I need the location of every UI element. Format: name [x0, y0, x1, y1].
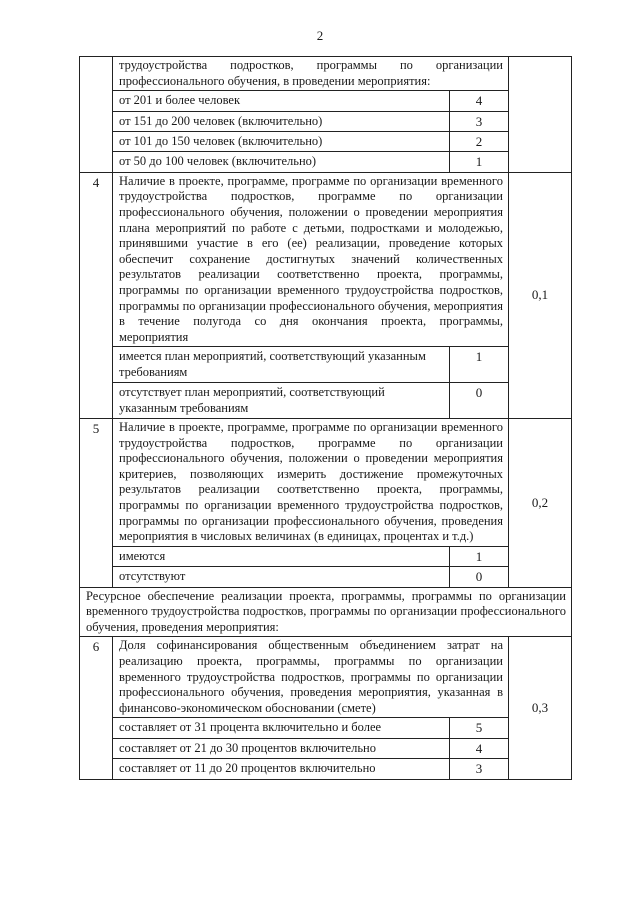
- criterion-row-4: [80, 173, 571, 419]
- criterion-number: [80, 57, 113, 172]
- option-score: 3: [475, 761, 483, 777]
- criterion-weight: 0,2: [531, 494, 549, 510]
- criterion-row-continued: [80, 57, 571, 173]
- option-text: составляет от 11 до 20 процентов включительно: [113, 759, 450, 778]
- option-row: [113, 383, 508, 418]
- page-number: 2: [316, 28, 324, 43]
- criterion-weight: 0,3: [531, 699, 549, 715]
- option-text: отсутствует план мероприятий, соответствующий указанным требованиям: [113, 383, 450, 418]
- criteria-table: [79, 56, 572, 780]
- criterion-number: 5: [80, 419, 113, 587]
- option-row: [113, 132, 508, 152]
- option-text: имеются: [113, 547, 450, 566]
- option-score: 4: [475, 93, 483, 109]
- criterion-row-6: [80, 637, 571, 779]
- option-text: от 50 до 100 человек (включительно): [113, 152, 450, 171]
- criterion-description: трудоустройства подростков, программы по организации профессионального обучения, в проведении мероприятия:: [113, 57, 508, 91]
- option-row: [113, 347, 508, 383]
- option-text: от 101 до 150 человек (включительно): [113, 132, 450, 151]
- criterion-number: 6: [80, 637, 113, 778]
- option-score: 1: [475, 349, 483, 365]
- option-score: 3: [475, 113, 483, 129]
- option-score: 0: [475, 385, 483, 401]
- option-row: [113, 759, 508, 778]
- option-row: [113, 547, 508, 567]
- criterion-row-5: [80, 419, 571, 588]
- criterion-weight: 0,1: [531, 287, 549, 303]
- option-score: 1: [475, 154, 483, 170]
- option-score: 0: [475, 569, 483, 585]
- option-text: составляет от 21 до 30 процентов включительно: [113, 739, 450, 758]
- option-row: [113, 718, 508, 738]
- option-row: [113, 91, 508, 111]
- option-row: [113, 112, 508, 132]
- criterion-weight: [509, 57, 571, 172]
- option-score: 1: [475, 548, 483, 564]
- section-heading: Ресурсное обеспечение реализации проекта, программы, программы по организации временного трудоустройства подростков, программы по организации профессионального обучения, проведения мероприятия:: [80, 588, 571, 638]
- criterion-body: [113, 173, 509, 418]
- option-row: [113, 152, 508, 171]
- criterion-description: Доля софинансирования общественным объединением затрат на реализацию проекта, программы, программы по организации временного трудоустройства подростков, программы по организации профессионального обучения, проведения мероприятия, указанная в финансово-экономическом обосновании (смете): [113, 637, 508, 718]
- option-score: 4: [475, 740, 483, 756]
- option-text: от 201 и более человек: [113, 91, 450, 110]
- criterion-description: Наличие в проекте, программе, программе по организации временного трудоустройства подростков, программе по организации профессионального обучения, положении о проведении мероприятия плана мероприятий по работе с детьми, подростками и молодежью, принявшими участие в его (ее) реализации, проведение которых обеспечит сохранение достигнутых значений количественных результатов реализации соответственно проекта, программы, программы по организации временного трудоустройства подростков, программы по организации профессионального обучения, мероприятия в течение полугода со дня окончания проекта, программы, мероприятия: [113, 173, 508, 348]
- criterion-body: [113, 637, 509, 778]
- option-text: отсутствуют: [113, 567, 450, 586]
- option-score: 2: [475, 134, 483, 149]
- criterion-body: [113, 419, 509, 587]
- option-row: [113, 567, 508, 586]
- option-score: 5: [475, 720, 483, 736]
- option-text: имеется план мероприятий, соответствующий указанным требованиям: [113, 347, 450, 382]
- option-row: [113, 739, 508, 759]
- criterion-body: [113, 57, 509, 172]
- option-text: составляет от 31 процента включительно и более: [113, 718, 450, 737]
- criterion-description: Наличие в проекте, программе, программе по организации временного трудоустройства подростков, программе по организации профессионального обучения, положении о проведении мероприятия критериев, позволяющих измерить достижение промежуточных результатов реализации соответственно проекта, программы, программы по организации временного трудоустройства подростков, программы по организации профессионального обучения, проведения мероприятия в числовых величинах (в единицах, процентах и т.д.): [113, 419, 508, 547]
- option-text: от 151 до 200 человек (включительно): [113, 112, 450, 131]
- criterion-number: 4: [80, 173, 113, 418]
